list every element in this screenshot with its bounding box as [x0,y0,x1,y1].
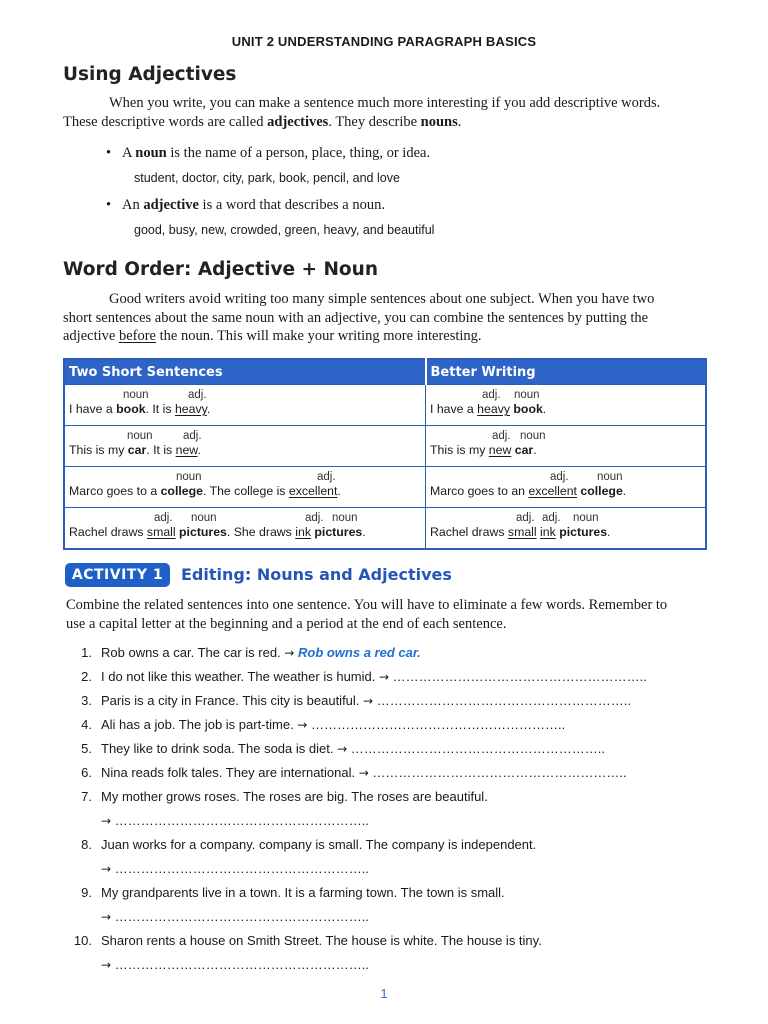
intro-paragraph [63,94,713,131]
sentence [430,443,701,457]
table-header-row [64,359,706,385]
table-cell [64,508,426,550]
answer-line-9 [101,909,369,924]
item-number: 8. [81,837,92,852]
adj-word: heavy [477,402,510,416]
sentence-text: This is my [69,443,128,457]
table-cell [64,385,426,426]
word-labels [69,387,421,402]
bullet-icon: • [106,145,112,161]
item-text [101,765,627,780]
word-order-paragraph [63,290,713,346]
item-number: 7. [81,789,92,804]
item-question: My grandparents live in a town. It is a farming town. The town is small. [101,885,505,900]
answer-blank[interactable]: ………………………………………………….. [114,861,369,876]
table-row [64,467,706,508]
col-two-short-sentences: Two Short Sentences [64,359,426,385]
noun-label: noun [127,430,153,442]
sentence [69,525,421,539]
answer-line-10 [101,957,369,972]
term-adjective: adjective [143,197,199,213]
intro-line-1: When you write, you can make a sentence much more interesting if you add descriptive words. [109,95,661,111]
adjective-examples: good, busy, new, crowded, green, heavy, and beautiful [134,223,435,237]
term-nouns: nouns [420,113,458,130]
adj-label: adj. [305,512,324,524]
item-question: Rob owns a car. The car is red. [101,645,285,660]
item-question: Paris is a city in France. This city is beautiful. [101,693,364,708]
sentence-text: . She draws [226,525,296,539]
section-title-word-order: Word Order: Adjective + Noun [63,259,378,280]
noun-examples: student, doctor, city, park, book, pencil, and love [134,171,400,185]
sentence-text: . [533,443,537,457]
arrow-icon: → [101,862,112,876]
sentence-text: This is my [430,443,489,457]
sentence-text: . [197,443,201,457]
activity-badge: ACTIVITY 1 [65,563,170,587]
adj-label: adj. [183,430,202,442]
arrow-icon: → [358,766,369,780]
sentence-text: Marco goes to an [430,484,529,498]
item-question: I do not like this weather. The weather is humid. [101,669,379,684]
sentence [69,402,421,416]
adj-label: adj. [542,512,561,524]
item-number: 6. [81,765,92,780]
noun-word: pictures [314,525,363,539]
word-labels [430,428,701,443]
sentence-text: . [362,525,366,539]
item-text [101,669,647,684]
item-question: Sharon rents a house on Smith Street. The house is white. The house is tiny. [101,933,542,948]
adj-label: adj. [317,471,336,483]
noun-word: pictures [179,525,227,539]
word-labels [430,469,701,484]
arrow-icon: → [101,958,112,972]
paragraph-line-2: short sentences about the same noun with an adjective, you can combine the sentences by putting the [63,309,649,326]
noun-label: noun [332,512,358,524]
item-text [101,645,421,660]
table-cell [64,467,426,508]
adj-word: new [175,443,198,457]
item-number: 10. [73,933,92,948]
word-labels [69,428,421,443]
noun-label: noun [514,389,540,401]
underlined-before: before [118,328,156,344]
adj-label: adj. [492,430,511,442]
item-number: 2. [81,669,92,684]
intro-text: . [457,113,462,130]
item-question: Juan works for a company. company is small. The company is independent. [101,837,537,852]
bullet-text: An [122,197,144,213]
item-question: My mother grows roses. The roses are big. The roses are beautiful. [101,789,488,804]
adj-word: new [488,443,512,457]
word-labels [430,510,701,525]
term-adjectives: adjectives [267,113,329,130]
arrow-icon: → [284,646,295,660]
noun-word: book [513,402,543,416]
sentence [430,402,701,416]
adj-word: excellent [528,484,577,498]
item-question: Ali has a job. The job is part-time. [101,717,298,732]
instruction-line-2: use a capital letter at the beginning and a period at the end of each sentence. [66,615,507,632]
noun-label: noun [123,389,149,401]
arrow-icon: → [363,694,374,708]
noun-label: noun [176,471,202,483]
adj-word: ink [540,525,556,539]
answer-blank[interactable]: ………………………………………………….. [114,957,369,972]
sentence [430,525,701,539]
table-cell [64,426,426,467]
bullet-adjective [106,196,385,215]
sentence-text: . [542,402,547,416]
paragraph-text: the noun. This will make your writing more interesting. [156,328,482,344]
answer-blank[interactable]: ………………………………………………….. [114,909,369,924]
sentence-text: I have a [69,402,117,416]
answer-blank[interactable]: ………………………………………………….. [310,717,566,732]
activity-instructions [66,596,726,633]
sentence-text: Rachel draws [69,525,147,539]
arrow-icon: → [378,670,390,684]
item-question: They like to drink soda. The soda is diet. [101,741,338,756]
word-labels [69,510,421,525]
item-number: 9. [81,885,92,900]
adj-word: excellent [288,484,338,498]
sentence-text: . The college is [202,484,289,498]
activity-title: Editing: Nouns and Adjectives [181,565,452,584]
noun-word: car [127,443,147,457]
table-row [64,385,706,426]
adj-word: small [146,525,176,539]
sentence [430,484,701,498]
sentence-text: . [622,484,627,498]
item-text [101,693,631,708]
section-title-using-adjectives: Using Adjectives [63,64,237,85]
adj-label: adj. [516,512,535,524]
adj-label: adj. [188,389,207,401]
noun-word: college [580,484,623,498]
page-number: 1 [380,986,388,1001]
sentence-text: Marco goes to a [69,484,161,498]
sentence-text: . It is [145,402,175,416]
sentence-text: Rachel draws [430,525,508,539]
answer-blank[interactable]: ………………………………………………….. [114,813,369,828]
item-text [101,717,565,732]
adj-word: small [507,525,537,539]
item-number: 5. [81,741,92,756]
noun-word: book [116,402,146,416]
sentence [69,443,421,457]
adj-label: adj. [550,471,569,483]
item-text [101,741,605,756]
word-labels [69,469,421,484]
item-question: Nina reads folk tales. They are international. [101,765,359,780]
answer-line-8 [101,861,369,876]
answer-blank[interactable]: ………………………………………………….. [392,669,647,684]
adj-label: adj. [482,389,501,401]
sentence-text: . It is [146,443,176,457]
paragraph-text: adjective [63,328,119,344]
intro-text: These descriptive words are called [63,113,268,130]
noun-label: noun [520,430,546,442]
unit-header: UNIT 2 UNDERSTANDING PARAGRAPH BASICS [231,34,537,49]
table-cell [426,385,707,426]
noun-word: college [160,484,203,498]
item-answer: Rob owns a red car. [297,645,421,660]
answer-blank[interactable]: ………………………………………………….. [350,741,605,756]
answer-blank[interactable]: ………………………………………………….. [376,693,631,708]
sentence-text: I have a [430,402,478,416]
arrow-icon: → [337,742,348,756]
paragraph-line-1: Good writers avoid writing too many simple sentences about one subject. When you have two [109,291,655,307]
intro-line-2 [63,113,713,132]
noun-label: noun [597,471,623,483]
word-labels [430,387,701,402]
bullet-noun [106,144,430,163]
bullet-text: is a word that describes a noun. [198,197,385,213]
instruction-line-1: Combine the related sentences into one sentence. You will have to eliminate a few words. Remember to [66,597,668,613]
adj-word: ink [295,525,311,539]
arrow-icon: → [101,814,112,828]
arrow-icon: → [297,718,308,732]
sentence-text: . [337,484,341,498]
table-cell [426,426,707,467]
adj-word: heavy [174,402,207,416]
col-better-writing: Better Writing [426,359,707,385]
item-number: 1. [81,645,92,660]
example-table [63,358,707,550]
table-cell [426,508,707,550]
term-noun: noun [135,145,167,161]
arrow-icon: → [101,910,112,924]
bullet-text: A [122,145,136,161]
sentence-text: . [607,525,611,539]
item-number: 3. [81,693,92,708]
paragraph-line-3 [63,327,713,346]
noun-word: car [514,443,534,457]
item-number: 4. [81,717,92,732]
noun-label: noun [573,512,599,524]
sentence [69,484,421,498]
noun-label: noun [191,512,217,524]
table-cell [426,467,707,508]
bullet-icon: • [106,197,112,213]
table-row [64,508,706,550]
answer-blank[interactable]: ………………………………………………….. [372,765,627,780]
adj-label: adj. [154,512,173,524]
sentence-text: . [206,402,211,416]
intro-text: . They describe [328,113,421,130]
noun-word: pictures [559,525,608,539]
answer-line-7 [101,813,369,828]
bullet-text: is the name of a person, place, thing, or idea. [166,145,431,161]
table-row [64,426,706,467]
